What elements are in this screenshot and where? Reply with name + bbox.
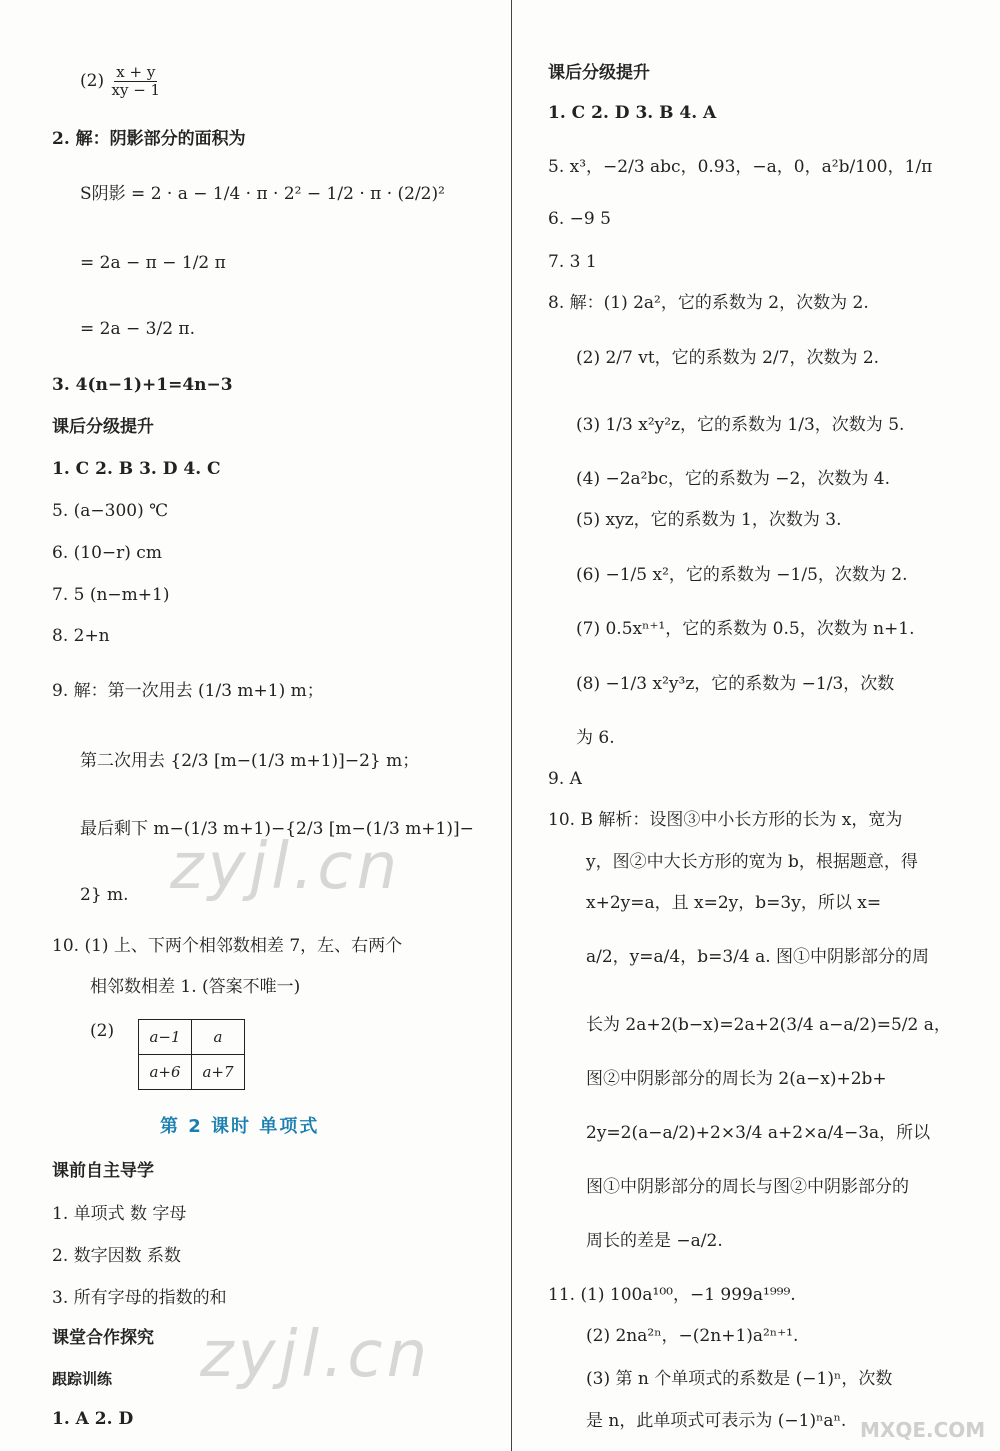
answer-10-b: 相邻数相差 1. (答案不唯一)	[90, 977, 301, 997]
sub-heading: 跟踪训练	[52, 1370, 113, 1388]
answer-5: 5. (a−300) ℃	[52, 501, 169, 521]
answers-1-4: 1. C 2. D 3. B 4. A	[548, 103, 717, 123]
answer-8-5: (5) xyz，它的系数为 1，次数为 3.	[576, 510, 842, 530]
answer-8-3: (3) 1/3 x²y²z，它的系数为 1/3，次数为 5.	[576, 415, 905, 435]
answer-8-4: (4) −2a²bc，它的系数为 −2，次数为 4.	[576, 469, 890, 489]
answer-1-2	[80, 64, 162, 99]
answer-7: 7. 3 1	[548, 252, 597, 272]
s-shadow-formula: S阴影 = 2 · a − 1/4 · π · 2² − 1/2 · π · (2/2)²	[80, 184, 445, 204]
answer-9: 9. 解：第一次用去 (1/3 m+1) m；	[52, 681, 324, 701]
grid-cell: a+6	[139, 1055, 192, 1090]
answer-11-b: (2) 2na²ⁿ，−(2n+1)a²ⁿ⁺¹.	[586, 1326, 799, 1346]
answer-10: 10. (1) 上、下两个相邻数相差 7，左、右两个	[52, 936, 403, 956]
answer-8-2: (2) 2/7 vt，它的系数为 2/7，次数为 2.	[576, 348, 880, 368]
q2-line: 2. 解：阴影部分的面积为	[52, 129, 246, 149]
answer-10-c: (2)	[90, 1021, 115, 1041]
answer-8: 8. 解：(1) 2a²，它的系数为 2，次数为 2.	[548, 293, 869, 313]
item-label: (2)	[80, 71, 105, 91]
lesson-title: 第 2 课时 单项式	[160, 1116, 320, 1137]
answer-11-d: 是 n，此单项式可表示为 (−1)ⁿaⁿ.	[586, 1411, 847, 1431]
denominator: xy − 1	[111, 81, 161, 99]
answer-10-e: 长为 2a+2(b−x)=2a+2(3/4 a−a/2)=5/2 a，	[586, 1015, 951, 1035]
answer-8-8: (8) −1/3 x²y³z，它的系数为 −1/3，次数	[576, 674, 895, 694]
column-divider	[511, 0, 512, 1451]
section-heading: 课前自主导学	[52, 1161, 154, 1181]
answer-10-d: a/2，y=a/4，b=3/4 a. 图①中阴影部分的周	[586, 947, 930, 967]
answer-10: 10. B 解析：设图③中小长方形的长为 x，宽为	[548, 810, 903, 830]
section-heading: 课后分级提升	[548, 63, 650, 83]
s-step-3: = 2a − 3/2 π.	[80, 319, 195, 339]
answer-11-c: (3) 第 n 个单项式的系数是 (−1)ⁿ，次数	[586, 1369, 893, 1389]
q3-line: 3. 4(n−1)+1=4n−3	[52, 375, 233, 395]
answer-9: 9. A	[548, 769, 582, 789]
answer-10-f: 图②中阴影部分的周长为 2(a−x)+2b+	[586, 1069, 887, 1089]
answer-b3: 3. 所有字母的指数的和	[52, 1288, 227, 1308]
fraction	[112, 64, 161, 99]
answer-c1: 1. A 2. D	[52, 1409, 134, 1429]
answer-10-i: 周长的差是 −a/2.	[586, 1231, 723, 1251]
answer-10-c: x+2y=a，且 x=2y，b=3y，所以 x=	[586, 893, 882, 913]
grid-cell: a−1	[139, 1020, 192, 1055]
answers-1-4: 1. C 2. B 3. D 4. C	[52, 459, 221, 479]
answer-10-h: 图①中阴影部分的周长与图②中阴影部分的	[586, 1177, 909, 1197]
answer-11: 11. (1) 100a¹⁰⁰，−1 999a¹⁹⁹⁹.	[548, 1285, 796, 1305]
watermark: MXQE.COM	[860, 1418, 986, 1442]
answer-b2: 2. 数字因数 系数	[52, 1246, 182, 1266]
answer-6: 6. −9 5	[548, 209, 611, 229]
watermark: zyjl.cn	[170, 830, 402, 904]
answer-9-d: 2} m.	[80, 885, 129, 905]
grid-cell: a	[192, 1020, 245, 1055]
numerator: x + y	[116, 63, 156, 81]
answer-8-7: (7) 0.5xⁿ⁺¹，它的系数为 0.5，次数为 n+1.	[576, 619, 915, 639]
answer-9-b: 第二次用去 {2/3 [m−(1/3 m+1)]−2} m；	[80, 751, 420, 771]
section-heading: 课后分级提升	[52, 417, 154, 437]
answer-7: 7. 5 (n−m+1)	[52, 585, 170, 605]
answer-8: 8. 2+n	[52, 626, 110, 646]
answer-10-b: y，图②中大长方形的宽为 b，根据题意，得	[586, 852, 918, 872]
answer-8-6: (6) −1/5 x²，它的系数为 −1/5，次数为 2.	[576, 565, 908, 585]
number-grid	[138, 1019, 245, 1090]
watermark: zyjl.cn	[200, 1318, 432, 1392]
answer-6: 6. (10−r) cm	[52, 543, 162, 563]
grid-cell: a+7	[192, 1055, 245, 1090]
answer-10-g: 2y=2(a−a/2)+2×3/4 a+2×a/4−3a，所以	[586, 1123, 931, 1143]
answer-8-8-b: 为 6.	[576, 728, 615, 748]
answer-5: 5. x³，−2/3 abc，0.93，−a，0，a²b/100，1/π	[548, 157, 933, 177]
s-step-2: = 2a − π − 1/2 π	[80, 253, 226, 273]
answer-9-c: 最后剩下 m−(1/3 m+1)−{2/3 [m−(1/3 m+1)]−	[80, 819, 474, 839]
section-heading: 课堂合作探究	[52, 1328, 154, 1348]
answer-b1: 1. 单项式 数 字母	[52, 1204, 187, 1224]
